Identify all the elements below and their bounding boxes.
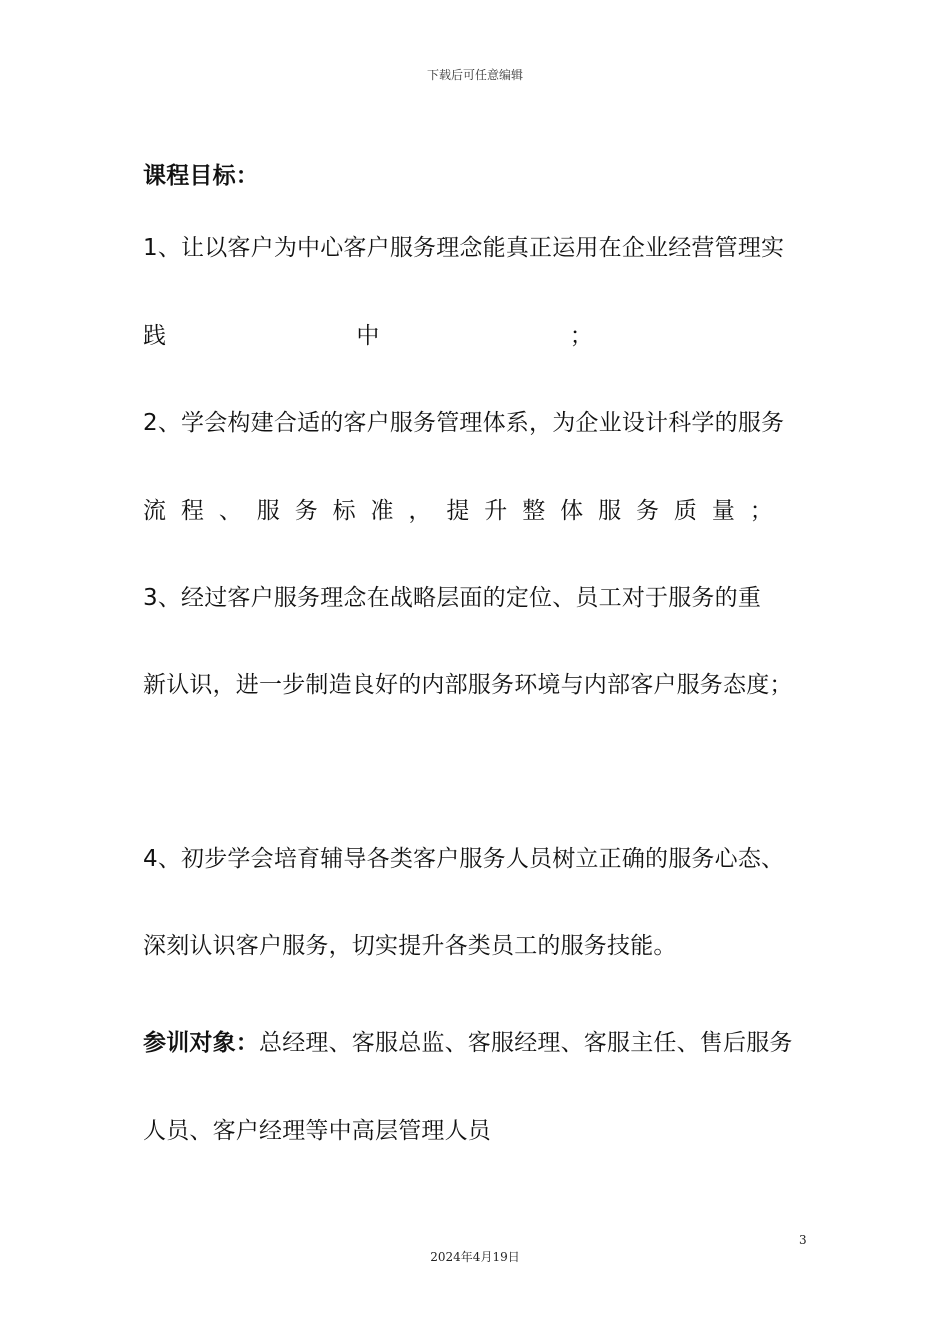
- objectives-heading: 课程目标：: [143, 163, 259, 189]
- text-fragment: ；: [569, 323, 593, 349]
- text-fragment: 标: [332, 498, 356, 524]
- text-fragment: 准: [370, 498, 394, 524]
- text-fragment: 践: [143, 323, 167, 349]
- footer-date: 2024年4月19日: [430, 1250, 520, 1264]
- text-fragment: 服: [598, 498, 622, 524]
- text-fragment: 务: [635, 498, 660, 524]
- objective-2-line-2: [143, 495, 773, 527]
- audience-text: 总经理、客服总监、客服经理、客服主任、售后服务: [259, 1030, 793, 1056]
- text-fragment: 整: [522, 498, 546, 524]
- objective-3-line-1: 3、经过客户服务理念在战略层面的定位、员工对于服务的重: [143, 585, 762, 611]
- audience-line-2: 人员、客户经理等中高层管理人员: [143, 1118, 491, 1144]
- text-fragment: 体: [560, 498, 584, 524]
- page-number: 3: [799, 1233, 807, 1247]
- text-fragment: 质: [673, 498, 698, 524]
- text-fragment: 程: [180, 498, 205, 524]
- text-fragment: 升: [484, 498, 508, 524]
- objective-2-line-1: 2、学会构建合适的客户服务管理体系，为企业设计科学的服务: [143, 410, 785, 436]
- text-fragment: ，: [408, 498, 432, 524]
- objective-4-line-1: 4、初步学会培育辅导各类客户服务人员树立正确的服务心态、: [143, 846, 785, 872]
- text-fragment: 提: [446, 498, 470, 524]
- text-fragment: 务: [294, 498, 318, 524]
- text-fragment: ；: [749, 498, 773, 524]
- objective-3-line-2: 新认识，进一步制造良好的内部服务环境与内部客户服务态度；: [143, 672, 793, 698]
- text-fragment: 中: [356, 323, 380, 349]
- audience-line-1: [143, 1027, 793, 1059]
- objective-1-line-1: 1、让以客户为中心客户服务理念能真正运用在企业经营管理实: [143, 235, 785, 261]
- objective-4-line-2: 深刻认识客户服务，切实提升各类员工的服务技能。: [143, 933, 677, 959]
- text-fragment: 流: [143, 498, 167, 524]
- audience-label: 参训对象：: [143, 1030, 259, 1056]
- text-fragment: 、: [218, 498, 243, 524]
- objective-1-line-2: [143, 320, 593, 352]
- page-header: 下载后可任意编辑: [426, 68, 523, 82]
- text-fragment: 服: [256, 498, 280, 524]
- text-fragment: 量: [711, 498, 736, 524]
